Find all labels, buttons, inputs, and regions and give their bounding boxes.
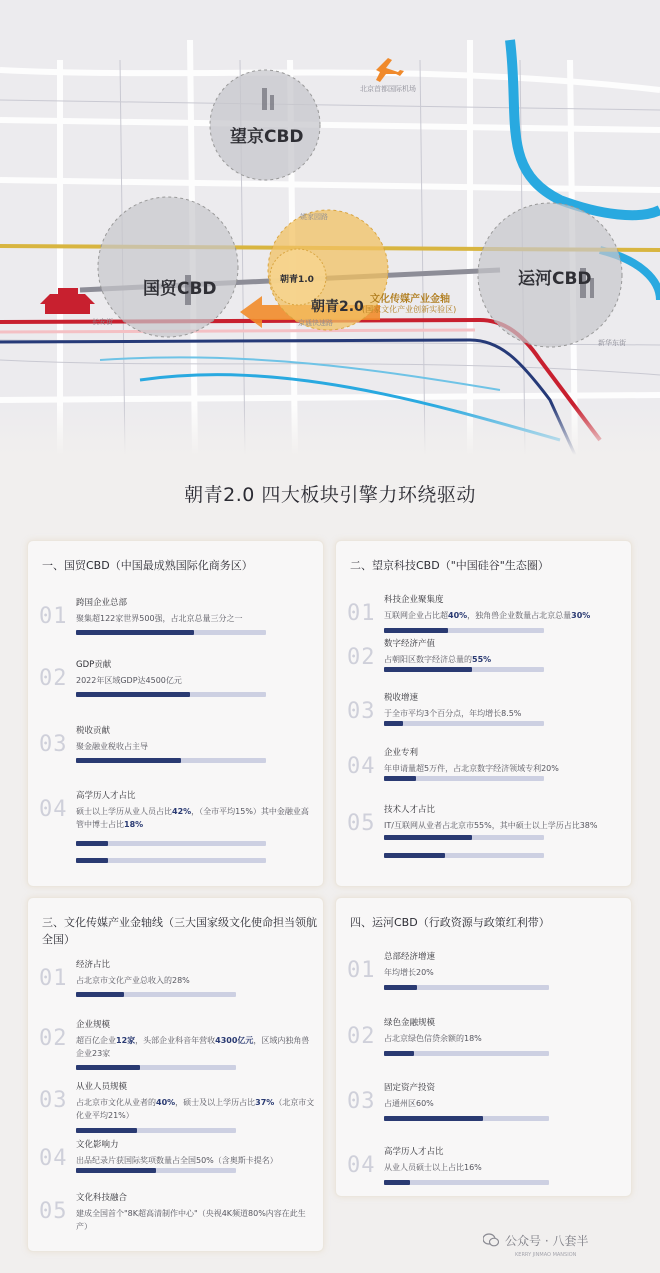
road-label-xinhuadong: 新华东街 [598,339,626,347]
progress-bar [384,985,549,990]
item-name: 绿色金融规模 [384,1018,436,1028]
progress-fill [384,776,416,781]
item-desc: 出品纪录片获国际奖项数量占全国50%（含奥斯卡提名） [76,1156,278,1165]
item-desc: 年申请量超5万件，占北京数字经济领域专利20% [384,764,559,773]
item-number: 01 [39,966,68,991]
progress-fill [76,758,181,763]
item-number: 05 [39,1199,68,1224]
progress-bar [384,776,544,781]
item-name: 科技企业聚集度 [384,595,444,605]
progress-bar [76,858,266,863]
item-desc: 从业人员硕士以上占比16% [384,1163,482,1172]
item-name: 经济占比 [76,960,111,970]
card-title: 二、望京科技CBD（"中国硅谷"生态圈） [350,559,549,572]
item-number: 01 [347,601,376,626]
highlight-value: 18% [124,820,144,829]
item-number: 03 [347,1089,376,1114]
desc-text: ，（全市平均15%）其中金融业高管中博士占比 [76,807,309,829]
progress-fill [76,1168,156,1173]
page-title: 朝青2.0 四大板块引擎力环绕驱动 [184,484,476,506]
highlight-value: 4300亿元 [215,1036,254,1045]
cbd-label-yunhe: 运河CBD [518,269,592,289]
progress-fill [76,630,194,635]
highlight-value: 12家 [116,1036,136,1045]
desc-text: 超百亿企业 [76,1036,116,1045]
item-number: 01 [39,604,68,629]
progress-fill [384,667,472,672]
progress-fill [384,853,445,858]
airport-label: 北京首都国际机场 [360,85,416,93]
card-yunhe [335,897,632,1197]
item-name: 税收增速 [384,693,419,703]
item-desc [76,1096,316,1122]
item-desc: 年均增长20% [384,968,434,977]
progress-bar [384,835,544,840]
progress-bar [76,692,266,697]
progress-fill [76,858,108,863]
item-name: 企业专利 [384,748,419,758]
item-name: 数字经济产值 [384,639,436,649]
desc-text: 硕士以上学历从业人员占比 [76,807,172,816]
progress-fill [384,835,472,840]
card-media-axis [27,897,324,1252]
progress-bar [384,1051,549,1056]
desc-text: ，头部企业科音年营收 [135,1036,216,1045]
item-number: 03 [347,699,376,724]
item-desc: 占通州区60% [384,1099,434,1108]
item-desc: 建成全国首个"8K超高清制作中心"（央视4K频道80%内容在此生产） [76,1209,306,1231]
progress-fill [76,992,124,997]
item-name: 高学历人才占比 [384,1147,444,1157]
cbd-label-guomao: 国贸CBD [143,279,217,299]
progress-fill [76,1065,140,1070]
watermark-sub: KERRY JINMAO MANSION [515,1252,577,1258]
item-number: 04 [347,754,376,779]
road-label-jingtong: 京通快速路 [298,319,333,327]
item-desc: 于全市平均3个百分点，年均增长8.5% [384,709,522,718]
item-desc: 2022年区域GDP达4500亿元 [76,676,182,685]
item-name: 总部经济增速 [384,952,436,962]
progress-fill [76,841,108,846]
progress-bar [76,1065,236,1070]
item-desc: 占北京市文化产业总收入的28% [76,976,190,985]
progress-bar [76,758,266,763]
desc-text: ，独角兽企业数量占北京总量 [467,611,572,620]
airplane-icon [376,58,404,82]
item-desc: 占北京绿色信贷余额的18% [384,1034,482,1043]
item-number: 04 [39,1146,68,1171]
item-name: 技术人才占比 [384,805,436,815]
highlight-value: 42% [172,807,192,816]
progress-fill [76,692,190,697]
item-desc [76,805,316,831]
item-name: 文化科技融合 [76,1193,128,1203]
progress-bar [76,1128,236,1133]
item-number: 02 [39,1026,68,1051]
item-number: 03 [39,1088,68,1113]
highlight-value: 40% [156,1098,176,1107]
item-name: 固定资产投资 [384,1083,436,1093]
progress-fill [384,1116,483,1121]
progress-fill [384,721,403,726]
progress-fill [384,1051,414,1056]
item-desc: 聚集超122家世界500强，占北京总量三分之一 [76,614,243,623]
item-desc [384,609,624,622]
item-desc: 聚金融业税收占主导 [76,742,148,751]
desc-text: ，区域内独角兽企业23家 [76,1036,310,1058]
item-number: 02 [347,1024,376,1049]
item-number: 02 [39,666,68,691]
road-label-yaojiayuan: 姚家园路 [300,213,328,221]
desc-text: 互联网企业占比超 [384,611,448,620]
desc-text: 占北京市文化从业者的 [76,1098,156,1107]
item-number: 05 [347,811,376,836]
item-name: 税收贡献 [76,726,111,736]
highlight-value: 30% [571,611,591,620]
progress-fill [384,985,417,990]
progress-bar [384,1180,549,1185]
progress-bar [384,721,544,726]
progress-fill [384,628,448,633]
map-roads [0,0,660,455]
progress-bar [384,628,544,633]
item-desc: IT/互联网从业者占北京市55%，其中硕士以上学历占比38% [384,821,598,830]
progress-bar [384,853,544,858]
item-number: 02 [347,645,376,670]
progress-bar [76,630,266,635]
card-title: 四、运河CBD（行政资源与政策红利带） [350,916,550,929]
item-name: 从业人员规模 [76,1082,128,1092]
axis-sublabel: (国家文化产业创新实验区) [362,305,457,314]
item-name: 企业规模 [76,1020,111,1030]
card-title: 三、文化传媒产业金轴线（三大国家级文化使命担当领航全国） [42,916,317,946]
cbd-label-chaoqing-2: 朝青2.0 [311,299,364,315]
highlight-value: 40% [448,611,468,620]
item-number: 01 [347,958,376,983]
item-name: 高学历人才占比 [76,791,136,801]
item-number: 04 [39,797,68,822]
progress-fill [384,1180,410,1185]
item-name: 文化影响力 [76,1140,119,1150]
progress-bar [76,841,266,846]
item-number: 03 [39,732,68,757]
item-number: 04 [347,1153,376,1178]
highlight-value: 55% [472,655,492,664]
road-label-changan: 长安街 [92,318,113,326]
item-desc [76,1034,316,1060]
highlight-value: 37% [255,1098,275,1107]
desc-text: 占朝阳区数字经济总量的 [384,655,472,664]
desc-text: ，硕士及以上学历占比 [175,1098,256,1107]
cbd-label-wangjing: 望京CBD [230,127,304,147]
watermark-text: 公众号 · 八套半 [505,1234,589,1248]
map-illustration [0,0,660,455]
wechat-icon [483,1233,499,1247]
progress-fill [76,1128,137,1133]
card-guomao [27,540,324,887]
cbd-label-chaoqing-1: 朝青1.0 [280,275,314,285]
axis-label: 文化传媒产业金轴 [370,294,450,305]
item-desc [384,653,624,666]
item-name: 跨国企业总部 [76,598,128,608]
card-title: 一、国贸CBD（中国最成熟国际化商务区） [42,559,253,572]
progress-bar [76,1168,236,1173]
desc-text: （北京市文化业平均21%） [76,1098,315,1120]
progress-bar [384,667,544,672]
card-wangjing [335,540,632,887]
progress-bar [76,992,236,997]
item-name: GDP贡献 [76,660,112,670]
progress-bar [384,1116,549,1121]
